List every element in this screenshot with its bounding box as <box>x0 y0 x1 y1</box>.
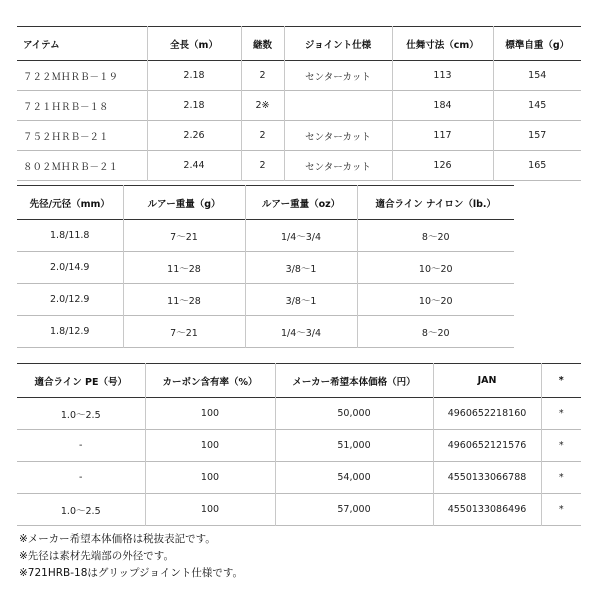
table-row <box>17 430 581 462</box>
cell-jan: 4960652218160 <box>433 398 541 430</box>
header-tip-butt-diameter: 先径/元径（mm） <box>29 198 110 210</box>
table-header-row <box>17 27 581 61</box>
cell-item: ７２２ＭＨＲＢ－１９ <box>23 71 119 83</box>
cell-closed-length: 126 <box>392 151 493 181</box>
cell-weight: 165 <box>493 151 581 181</box>
cell-carbon: 100 <box>145 494 275 526</box>
cell-nylon: 10～20 <box>357 252 514 284</box>
cell-jan: 4550133066788 <box>433 462 541 494</box>
cell-closed-length: 184 <box>392 91 493 121</box>
cell-pe: 1.0～2.5 <box>60 409 101 421</box>
header-asterisk: * <box>541 364 581 398</box>
cell-weight: 145 <box>493 91 581 121</box>
cell-sections: 2 <box>241 61 284 91</box>
cell-carbon: 100 <box>145 398 275 430</box>
table-row <box>17 220 514 252</box>
cell-asterisk: * <box>541 398 581 430</box>
cell-length: 2.18 <box>147 91 241 121</box>
cell-price: 57,000 <box>275 494 433 526</box>
cell-jan: 4960652121576 <box>433 430 541 462</box>
cell-jan: 4550133086496 <box>433 494 541 526</box>
table-row <box>17 284 514 316</box>
header-line-nylon: 適合ライン ナイロン（lb.） <box>357 186 514 220</box>
table-header-row <box>17 364 581 398</box>
table-header-row <box>17 186 514 220</box>
cell-pe: 1.0～2.5 <box>60 505 101 517</box>
cell-closed-length: 117 <box>392 121 493 151</box>
header-line-pe: 適合ライン PE（号） <box>34 376 127 388</box>
cell-pe: - <box>79 472 83 483</box>
table-row <box>17 462 581 494</box>
footnote-grip-joint: ※721HRB-18はグリップジョイント仕様です。 <box>19 567 243 579</box>
cell-asterisk: * <box>541 462 581 494</box>
cell-sections: 2※ <box>241 91 284 121</box>
table-row <box>17 151 581 181</box>
cell-asterisk: * <box>541 430 581 462</box>
cell-carbon: 100 <box>145 430 275 462</box>
cell-price: 54,000 <box>275 462 433 494</box>
header-length: 全長（m） <box>147 27 241 61</box>
cell-lure-g: 7～21 <box>123 220 245 252</box>
cell-diameter: 1.8/12.9 <box>50 326 90 337</box>
cell-joint: センターカット <box>284 151 392 181</box>
cell-joint: センターカット <box>284 121 392 151</box>
footnotes <box>19 531 243 582</box>
cell-item: ８０２ＭＨＲＢ－２１ <box>23 161 119 173</box>
footnote-price: ※メーカー希望本体価格は税抜表記です。 <box>19 533 216 545</box>
cell-lure-g: 7～21 <box>123 316 245 348</box>
cell-item: ７２１ＨＲＢ－１８ <box>23 101 109 113</box>
cell-item: ７５２ＨＲＢ－２１ <box>23 131 109 143</box>
cell-joint: センターカット <box>284 61 392 91</box>
table-row <box>17 61 581 91</box>
cell-length: 2.18 <box>147 61 241 91</box>
table-row <box>17 252 514 284</box>
header-jan: JAN <box>433 364 541 398</box>
header-closed-length: 仕舞寸法（cm） <box>392 27 493 61</box>
table-row <box>17 121 581 151</box>
header-joint: ジョイント仕様 <box>284 27 392 61</box>
spec-table-lure <box>17 185 514 348</box>
cell-sections: 2 <box>241 121 284 151</box>
cell-price: 51,000 <box>275 430 433 462</box>
cell-length: 2.26 <box>147 121 241 151</box>
cell-lure-oz: 3/8～1 <box>245 252 357 284</box>
cell-joint <box>284 91 392 121</box>
table-row <box>17 398 581 430</box>
footnote-tip-diameter: ※先径は素材先端部の外径です。 <box>19 550 174 562</box>
cell-carbon: 100 <box>145 462 275 494</box>
cell-lure-g: 11～28 <box>123 284 245 316</box>
cell-nylon: 10～20 <box>357 284 514 316</box>
cell-lure-oz: 3/8～1 <box>245 284 357 316</box>
cell-diameter: 2.0/12.9 <box>50 294 90 305</box>
header-sections: 継数 <box>241 27 284 61</box>
cell-pe: - <box>79 440 83 451</box>
header-carbon: カーボン含有率（%） <box>145 364 275 398</box>
spec-table-price <box>17 363 581 526</box>
cell-weight: 154 <box>493 61 581 91</box>
cell-closed-length: 113 <box>392 61 493 91</box>
cell-price: 50,000 <box>275 398 433 430</box>
cell-asterisk: * <box>541 494 581 526</box>
header-lure-weight-g: ルアー重量（g） <box>123 186 245 220</box>
cell-lure-oz: 1/4～3/4 <box>245 316 357 348</box>
cell-lure-oz: 1/4～3/4 <box>245 220 357 252</box>
table-row <box>17 316 514 348</box>
table-row <box>17 91 581 121</box>
cell-sections: 2 <box>241 151 284 181</box>
spec-table-items <box>17 26 581 181</box>
cell-diameter: 1.8/11.8 <box>50 230 90 241</box>
cell-length: 2.44 <box>147 151 241 181</box>
cell-weight: 157 <box>493 121 581 151</box>
header-weight: 標準自重（g） <box>493 27 581 61</box>
cell-nylon: 8～20 <box>357 220 514 252</box>
header-lure-weight-oz: ルアー重量（oz） <box>245 186 357 220</box>
table-row <box>17 494 581 526</box>
header-price: メーカー希望本体価格（円） <box>275 364 433 398</box>
cell-diameter: 2.0/14.9 <box>50 262 90 273</box>
cell-lure-g: 11～28 <box>123 252 245 284</box>
header-item: アイテム <box>23 39 60 51</box>
cell-nylon: 8～20 <box>357 316 514 348</box>
